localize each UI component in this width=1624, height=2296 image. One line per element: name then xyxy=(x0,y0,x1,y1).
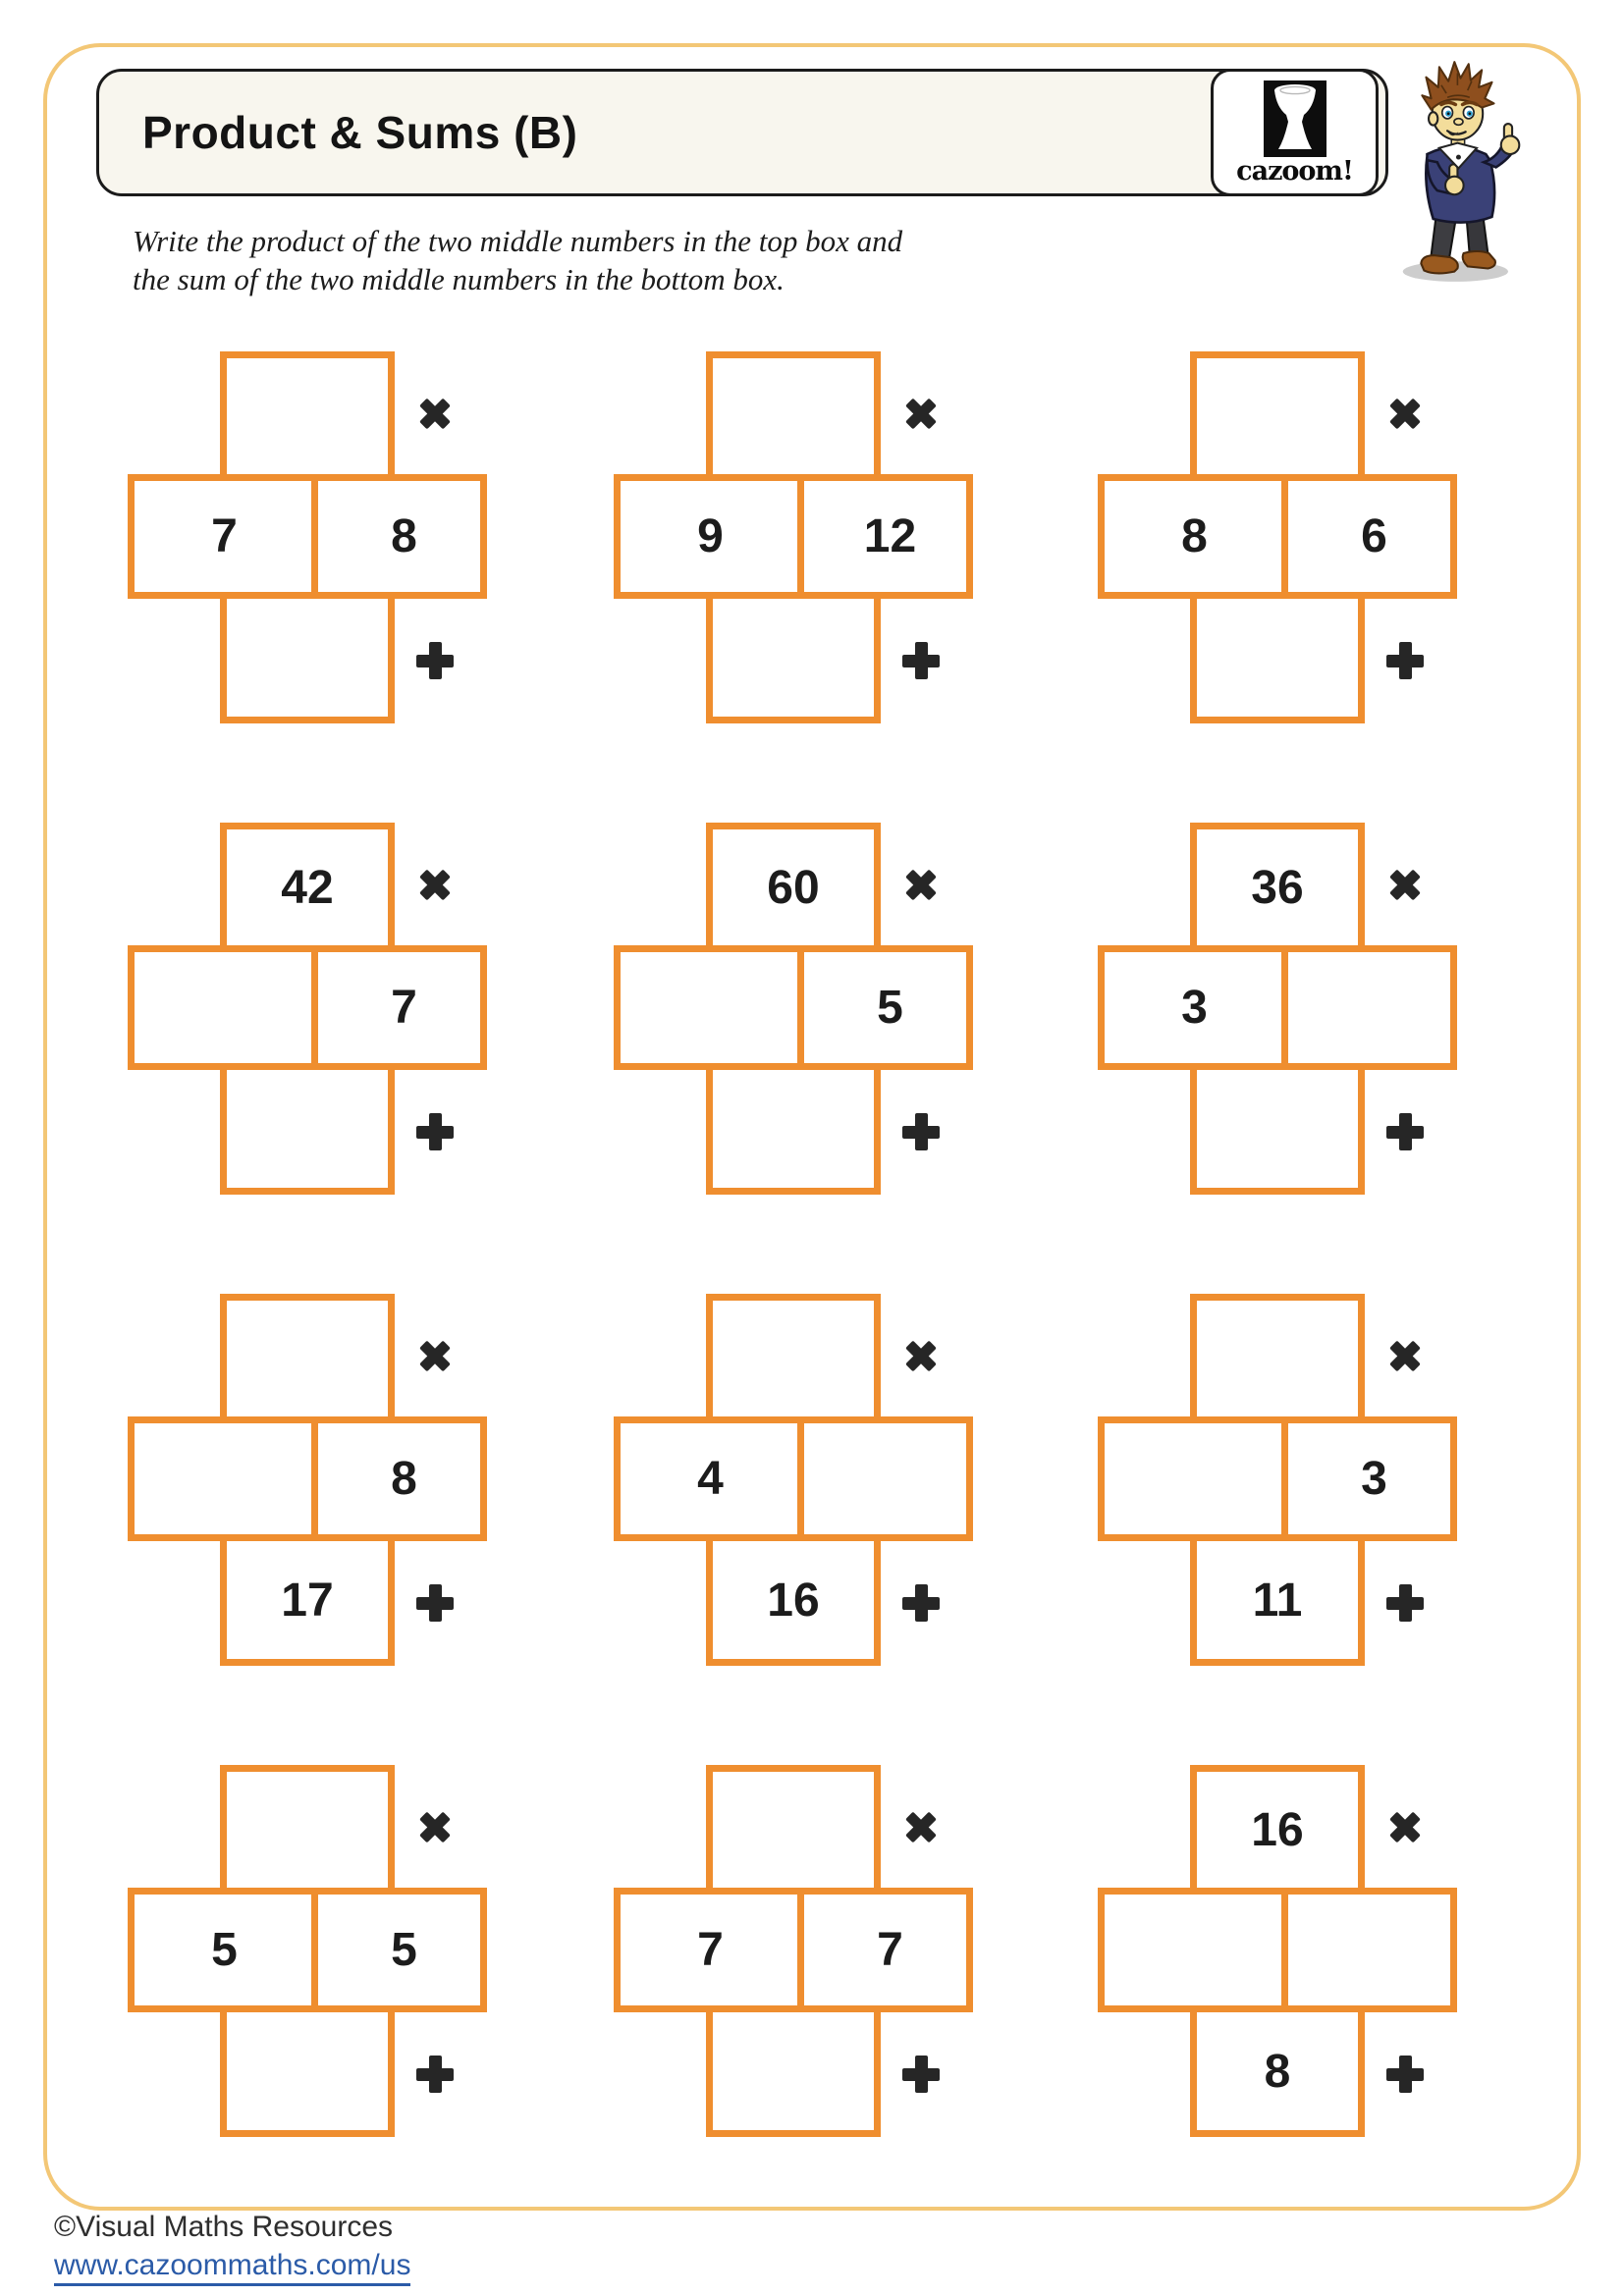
product-box[interactable] xyxy=(1190,1765,1365,1888)
middle-divider xyxy=(1281,1895,1288,2005)
product-box[interactable] xyxy=(220,1294,395,1416)
multiply-icon xyxy=(1388,868,1422,901)
middle-divider xyxy=(797,952,804,1063)
multiply-icon xyxy=(904,1810,938,1843)
middle-row xyxy=(1098,1416,1457,1541)
right-number-box[interactable] xyxy=(1284,1895,1464,2005)
sum-box[interactable] xyxy=(1190,1070,1365,1195)
product-value: 36 xyxy=(1251,861,1304,914)
instructions-line-1: Write the product of the two middle numbers in the top box and xyxy=(133,224,903,258)
product-box[interactable] xyxy=(220,823,395,945)
middle-divider xyxy=(311,481,318,592)
middle-divider xyxy=(1281,952,1288,1063)
website-link[interactable]: www.cazoommaths.com/us xyxy=(54,2249,410,2286)
puzzle-11 xyxy=(614,1765,973,2137)
sum-box[interactable] xyxy=(706,599,881,723)
puzzle-7 xyxy=(128,1294,487,1666)
left-number-box[interactable] xyxy=(621,1895,800,2005)
plus-icon xyxy=(1386,2056,1424,2093)
right-number-box[interactable] xyxy=(800,1423,980,1534)
instructions xyxy=(133,222,1016,298)
product-value: 60 xyxy=(767,861,820,914)
product-box[interactable] xyxy=(1190,351,1365,474)
multiply-icon xyxy=(904,397,938,430)
sum-box[interactable] xyxy=(706,2012,881,2137)
logo-text: cazoom! xyxy=(1236,156,1353,187)
middle-row xyxy=(614,1888,973,2012)
page-title: Product & Sums (B) xyxy=(142,107,578,158)
left-number: 5 xyxy=(211,1924,238,1976)
mascot-illustration xyxy=(1396,57,1524,285)
puzzle-3 xyxy=(1098,351,1457,723)
middle-row xyxy=(614,474,973,599)
instructions-line-2: the sum of the two middle numbers in the bottom box. xyxy=(133,262,785,296)
right-number: 12 xyxy=(863,510,917,562)
left-number-box[interactable] xyxy=(621,1423,800,1534)
right-number-box[interactable] xyxy=(1284,1423,1464,1534)
left-number-box[interactable] xyxy=(1105,1423,1284,1534)
sum-box[interactable] xyxy=(220,1070,395,1195)
sum-box[interactable] xyxy=(1190,1541,1365,1666)
plus-icon xyxy=(1386,1584,1424,1622)
multiply-icon xyxy=(418,1810,452,1843)
right-number: 7 xyxy=(877,1924,903,1976)
right-number: 8 xyxy=(391,510,417,562)
product-box[interactable] xyxy=(220,351,395,474)
sum-box[interactable] xyxy=(220,1541,395,1666)
left-number: 8 xyxy=(1181,510,1208,562)
copyright-text: ©Visual Maths Resources xyxy=(54,2211,394,2243)
product-box[interactable] xyxy=(1190,1294,1365,1416)
plus-icon xyxy=(416,1584,454,1622)
plus-icon xyxy=(416,1113,454,1150)
product-box[interactable] xyxy=(706,1294,881,1416)
middle-divider xyxy=(311,952,318,1063)
right-number: 5 xyxy=(877,982,903,1034)
left-number-box[interactable] xyxy=(135,481,314,592)
left-number: 7 xyxy=(697,1924,724,1976)
middle-row xyxy=(128,1416,487,1541)
middle-row xyxy=(614,1416,973,1541)
right-number-box[interactable] xyxy=(800,481,980,592)
middle-divider xyxy=(1281,481,1288,592)
right-number-box[interactable] xyxy=(1284,952,1464,1063)
header xyxy=(96,69,1388,196)
plus-icon xyxy=(902,1113,940,1150)
multiply-icon xyxy=(904,1339,938,1372)
left-number-box[interactable] xyxy=(135,1423,314,1534)
sum-box[interactable] xyxy=(220,2012,395,2137)
multiply-icon xyxy=(904,868,938,901)
multiply-icon xyxy=(418,868,452,901)
footer xyxy=(54,2211,410,2286)
middle-row xyxy=(128,474,487,599)
product-value: 16 xyxy=(1251,1803,1304,1856)
right-number: 5 xyxy=(391,1924,417,1976)
puzzle-2 xyxy=(614,351,973,723)
left-number-box[interactable] xyxy=(1105,1895,1284,2005)
puzzle-12 xyxy=(1098,1765,1457,2137)
plus-icon xyxy=(902,642,940,679)
product-value: 42 xyxy=(281,861,334,914)
right-number-box[interactable] xyxy=(1284,481,1464,592)
right-number: 3 xyxy=(1361,1453,1387,1505)
product-box[interactable] xyxy=(706,351,881,474)
right-number: 6 xyxy=(1361,510,1387,562)
multiply-icon xyxy=(1388,1339,1422,1372)
left-number: 7 xyxy=(211,510,238,562)
sum-value: 8 xyxy=(1264,2045,1291,2098)
middle-divider xyxy=(311,1423,318,1534)
left-number-box[interactable] xyxy=(1105,481,1284,592)
sum-box[interactable] xyxy=(1190,2012,1365,2137)
plus-icon xyxy=(416,2056,454,2093)
sum-box[interactable] xyxy=(706,1541,881,1666)
multiply-icon xyxy=(1388,397,1422,430)
sum-value: 16 xyxy=(767,1574,820,1627)
middle-divider xyxy=(311,1895,318,2005)
puzzle-10 xyxy=(128,1765,487,2137)
puzzle-8 xyxy=(614,1294,973,1666)
middle-row xyxy=(1098,1888,1457,2012)
multiply-icon xyxy=(418,397,452,430)
left-number-box[interactable] xyxy=(135,952,314,1063)
right-number-box[interactable] xyxy=(314,1423,494,1534)
middle-divider xyxy=(797,1423,804,1534)
right-number-box[interactable] xyxy=(800,952,980,1063)
left-number-box[interactable] xyxy=(135,1895,314,2005)
left-number-box[interactable] xyxy=(621,481,800,592)
multiply-icon xyxy=(418,1339,452,1372)
djembe-drum-icon xyxy=(1264,80,1326,157)
left-number-box[interactable] xyxy=(1105,952,1284,1063)
plus-icon xyxy=(902,2056,940,2093)
sum-box[interactable] xyxy=(706,1070,881,1195)
puzzle-1 xyxy=(128,351,487,723)
right-number: 7 xyxy=(391,982,417,1034)
middle-row xyxy=(1098,474,1457,599)
product-box[interactable] xyxy=(706,1765,881,1888)
middle-divider xyxy=(1281,1423,1288,1534)
middle-row xyxy=(128,945,487,1070)
middle-divider xyxy=(797,1895,804,2005)
right-number-box[interactable] xyxy=(800,1895,980,2005)
plus-icon xyxy=(1386,1113,1424,1150)
cazoom-logo xyxy=(1211,69,1379,196)
right-number: 8 xyxy=(391,1453,417,1505)
sum-box[interactable] xyxy=(1190,599,1365,723)
left-number: 4 xyxy=(697,1453,724,1505)
puzzle-9 xyxy=(1098,1294,1457,1666)
plus-icon xyxy=(1386,642,1424,679)
puzzle-4 xyxy=(128,823,487,1195)
product-box[interactable] xyxy=(706,823,881,945)
right-number-box[interactable] xyxy=(314,1895,494,2005)
sum-value: 11 xyxy=(1252,1574,1303,1627)
left-number: 3 xyxy=(1181,982,1208,1034)
plus-icon xyxy=(416,642,454,679)
plus-icon xyxy=(902,1584,940,1622)
product-box[interactable] xyxy=(220,1765,395,1888)
middle-row xyxy=(614,945,973,1070)
left-number-box[interactable] xyxy=(621,952,800,1063)
middle-row xyxy=(1098,945,1457,1070)
sum-value: 17 xyxy=(281,1574,334,1627)
puzzle-6 xyxy=(1098,823,1457,1195)
puzzle-5 xyxy=(614,823,973,1195)
middle-divider xyxy=(797,481,804,592)
sum-box[interactable] xyxy=(220,599,395,723)
left-number: 9 xyxy=(697,510,724,562)
right-number-box[interactable] xyxy=(314,952,494,1063)
middle-row xyxy=(128,1888,487,2012)
product-box[interactable] xyxy=(1190,823,1365,945)
right-number-box[interactable] xyxy=(314,481,494,592)
multiply-icon xyxy=(1388,1810,1422,1843)
